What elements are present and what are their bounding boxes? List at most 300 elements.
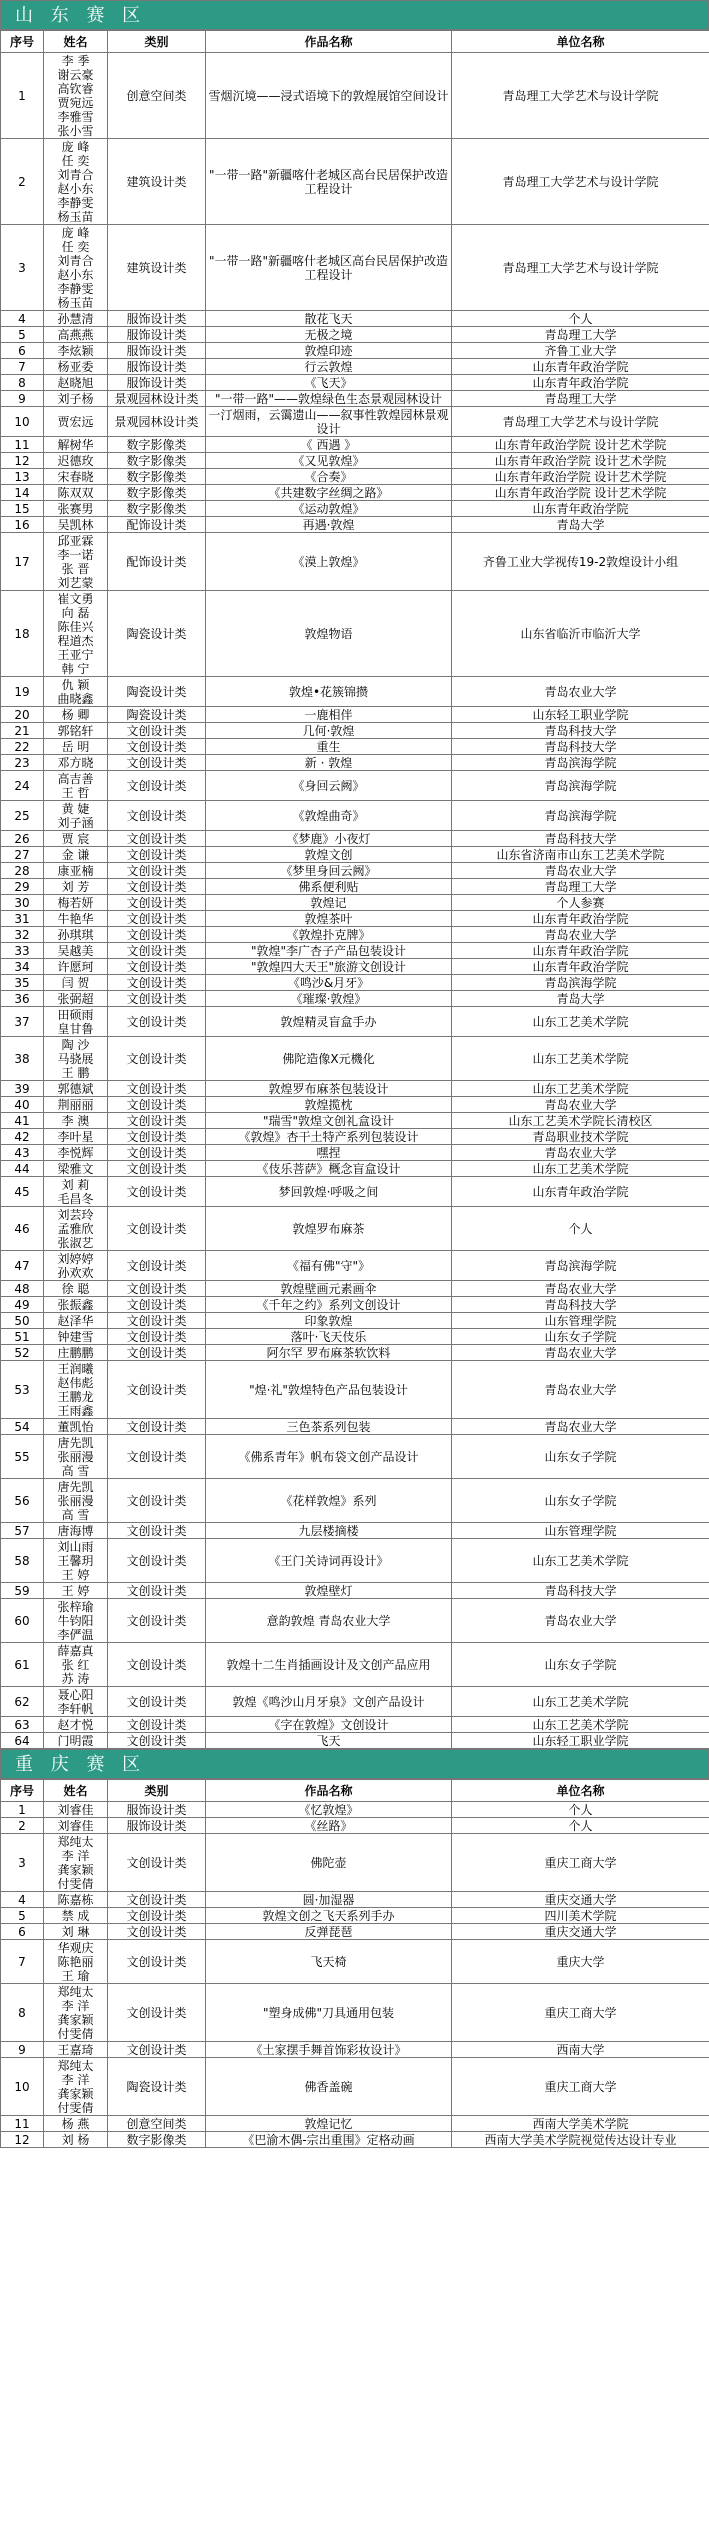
cell-name: 金 谦 xyxy=(44,847,108,863)
cell-name: 刘 莉 毛昌冬 xyxy=(44,1177,108,1207)
cell-institution: 重庆工商大学 xyxy=(452,1834,709,1892)
cell-index: 32 xyxy=(1,927,44,943)
cell-category: 文创设计类 xyxy=(108,975,206,991)
shandong-section-header: 山 东 赛 区 xyxy=(0,0,709,30)
cell-index: 54 xyxy=(1,1419,44,1435)
cell-category: 文创设计类 xyxy=(108,895,206,911)
cell-category: 文创设计类 xyxy=(108,1940,206,1984)
cell-institution: 重庆工商大学 xyxy=(452,2058,709,2116)
cell-index: 28 xyxy=(1,863,44,879)
cell-name: 陈嘉栋 xyxy=(44,1892,108,1908)
cell-work-title: 敦煌《鸣沙山月牙泉》文创产品设计 xyxy=(206,1687,452,1717)
table-row xyxy=(1,801,709,831)
cell-name: 郑纯太 李 洋 龚家颖 付雯倩 xyxy=(44,2058,108,2116)
cell-work-title: 敦煌文创之飞天系列手办 xyxy=(206,1908,452,1924)
cell-work-title: 敦煌茶叶 xyxy=(206,911,452,927)
cell-work-title: "瑞雪"敦煌文创礼盒设计 xyxy=(206,1113,452,1129)
cell-institution: 青岛农业大学 xyxy=(452,927,709,943)
cell-institution: 青岛农业大学 xyxy=(452,1281,709,1297)
cell-category: 数字影像类 xyxy=(108,501,206,517)
cell-category: 文创设计类 xyxy=(108,1643,206,1687)
cell-category: 文创设计类 xyxy=(108,1924,206,1940)
table-row xyxy=(1,1687,709,1717)
cell-index: 23 xyxy=(1,755,44,771)
cell-name: 陈双双 xyxy=(44,485,108,501)
cell-category: 文创设计类 xyxy=(108,801,206,831)
cell-institution: 山东女子学院 xyxy=(452,1435,709,1479)
cell-index: 61 xyxy=(1,1643,44,1687)
cell-category: 服饰设计类 xyxy=(108,311,206,327)
cell-name: 郑纯太 李 洋 龚家颖 付雯倩 xyxy=(44,1834,108,1892)
cell-name: 薛嘉真 张 红 苏 涛 xyxy=(44,1643,108,1687)
cell-index: 29 xyxy=(1,879,44,895)
cell-institution: 个人 xyxy=(452,1207,709,1251)
cell-name: 华观庆 陈艳丽 王 瑜 xyxy=(44,1940,108,1984)
cell-name: 仇 颖 曲晓鑫 xyxy=(44,677,108,707)
cell-index: 34 xyxy=(1,959,44,975)
cell-category: 文创设计类 xyxy=(108,1007,206,1037)
cell-category: 数字影像类 xyxy=(108,469,206,485)
cell-index: 56 xyxy=(1,1479,44,1523)
cell-category: 服饰设计类 xyxy=(108,327,206,343)
cell-institution: 青岛农业大学 xyxy=(452,1345,709,1361)
cell-category: 服饰设计类 xyxy=(108,343,206,359)
table-row xyxy=(1,327,709,343)
cell-name: 高燕燕 xyxy=(44,327,108,343)
cell-name: 孙琪琪 xyxy=(44,927,108,943)
cell-work-title: 一汀烟雨，云霭遗山——叙事性敦煌园林景观设计 xyxy=(206,407,452,437)
cell-name: 聂心阳 李轩帆 xyxy=(44,1687,108,1717)
cell-name: 李 澳 xyxy=(44,1113,108,1129)
cell-work-title: 《漠上敦煌》 xyxy=(206,533,452,591)
column-header-name: 姓名 xyxy=(44,1780,108,1802)
cell-category: 文创设计类 xyxy=(108,1177,206,1207)
table-row xyxy=(1,1345,709,1361)
cell-name: 田硕雨 皇甘鲁 xyxy=(44,1007,108,1037)
cell-index: 48 xyxy=(1,1281,44,1297)
cell-work-title: 敦煌文创 xyxy=(206,847,452,863)
cell-category: 建筑设计类 xyxy=(108,225,206,311)
cell-category: 文创设计类 xyxy=(108,1984,206,2042)
table-row xyxy=(1,847,709,863)
cell-category: 文创设计类 xyxy=(108,1892,206,1908)
cell-index: 12 xyxy=(1,2132,44,2148)
cell-index: 53 xyxy=(1,1361,44,1419)
cell-work-title: 再遇·敦煌 xyxy=(206,517,452,533)
cell-index: 36 xyxy=(1,991,44,1007)
cell-category: 文创设计类 xyxy=(108,1479,206,1523)
cell-institution: 山东工艺美术学院 xyxy=(452,1161,709,1177)
cell-work-title: 重生 xyxy=(206,739,452,755)
table-row xyxy=(1,1908,709,1924)
cell-category: 陶瓷设计类 xyxy=(108,2058,206,2116)
cell-institution: 青岛理工大学 xyxy=(452,391,709,407)
cell-category: 文创设计类 xyxy=(108,1419,206,1435)
table-row xyxy=(1,225,709,311)
cell-institution: 青岛农业大学 xyxy=(452,1361,709,1419)
cell-name: 李炫颖 xyxy=(44,343,108,359)
cell-category: 文创设计类 xyxy=(108,2042,206,2058)
cell-institution: 青岛理工大学艺术与设计学院 xyxy=(452,139,709,225)
table-row xyxy=(1,1297,709,1313)
cell-name: 张赛男 xyxy=(44,501,108,517)
table-row xyxy=(1,831,709,847)
cell-institution: 青岛滨海学院 xyxy=(452,771,709,801)
cell-index: 12 xyxy=(1,453,44,469)
table-row xyxy=(1,437,709,453)
cell-category: 服饰设计类 xyxy=(108,359,206,375)
table-row xyxy=(1,1161,709,1177)
cell-index: 7 xyxy=(1,1940,44,1984)
cell-index: 30 xyxy=(1,895,44,911)
cell-name: 刘子杨 xyxy=(44,391,108,407)
cell-category: 文创设计类 xyxy=(108,723,206,739)
table-row xyxy=(1,485,709,501)
cell-work-title: 《合奏》 xyxy=(206,469,452,485)
cell-index: 50 xyxy=(1,1313,44,1329)
table-row xyxy=(1,469,709,485)
cell-name: 郭铭轩 xyxy=(44,723,108,739)
cell-work-title: 意韵敦煌 青岛农业大学 xyxy=(206,1599,452,1643)
cell-name: 邱亚霖 李一诺 张 晋 刘艺蒙 xyxy=(44,533,108,591)
cell-category: 文创设计类 xyxy=(108,1281,206,1297)
table-row xyxy=(1,1113,709,1129)
cell-institution: 青岛科技大学 xyxy=(452,739,709,755)
table-row xyxy=(1,517,709,533)
cell-institution: 山东轻工职业学院 xyxy=(452,707,709,723)
cell-institution: 西南大学美术学院视觉传达设计专业 xyxy=(452,2132,709,2148)
table-row xyxy=(1,975,709,991)
cell-category: 文创设计类 xyxy=(108,755,206,771)
cell-index: 35 xyxy=(1,975,44,991)
cell-category: 数字影像类 xyxy=(108,453,206,469)
cell-institution: 重庆交通大学 xyxy=(452,1892,709,1908)
cell-name: 牛艳华 xyxy=(44,911,108,927)
cell-institution: 山东青年政治学院 设计艺术学院 xyxy=(452,437,709,453)
table-row xyxy=(1,1313,709,1329)
cell-category: 文创设计类 xyxy=(108,943,206,959)
cell-index: 52 xyxy=(1,1345,44,1361)
cell-index: 41 xyxy=(1,1113,44,1129)
cell-index: 21 xyxy=(1,723,44,739)
cell-name: 郭德斌 xyxy=(44,1081,108,1097)
table-row xyxy=(1,359,709,375)
cell-category: 陶瓷设计类 xyxy=(108,591,206,677)
cell-index: 37 xyxy=(1,1007,44,1037)
table-row xyxy=(1,1940,709,1984)
table-row xyxy=(1,1129,709,1145)
table-row xyxy=(1,895,709,911)
cell-name: 刘山雨 王馨玥 王 婷 xyxy=(44,1539,108,1583)
cell-name: 闫 贺 xyxy=(44,975,108,991)
cell-work-title: 敦煌物语 xyxy=(206,591,452,677)
cell-category: 文创设计类 xyxy=(108,927,206,943)
cell-index: 55 xyxy=(1,1435,44,1479)
cell-category: 服饰设计类 xyxy=(108,1818,206,1834)
cell-name: 陶 沙 马骁展 王 鹏 xyxy=(44,1037,108,1081)
cell-work-title: 梦回敦煌·呼吸之间 xyxy=(206,1177,452,1207)
table-row xyxy=(1,1435,709,1479)
cell-category: 文创设计类 xyxy=(108,1129,206,1145)
cell-name: 梅若妍 xyxy=(44,895,108,911)
cell-index: 60 xyxy=(1,1599,44,1643)
cell-index: 9 xyxy=(1,2042,44,2058)
cell-index: 24 xyxy=(1,771,44,801)
cell-category: 文创设计类 xyxy=(108,1539,206,1583)
cell-work-title: 敦煌揽枕 xyxy=(206,1097,452,1113)
cell-index: 57 xyxy=(1,1523,44,1539)
cell-index: 16 xyxy=(1,517,44,533)
table-row xyxy=(1,771,709,801)
cell-work-title: 反弹琵琶 xyxy=(206,1924,452,1940)
cell-category: 文创设计类 xyxy=(108,739,206,755)
table-row xyxy=(1,2058,709,2116)
cell-institution: 重庆工商大学 xyxy=(452,1984,709,2042)
cell-category: 创意空间类 xyxy=(108,2116,206,2132)
cell-work-title: "敦煌四大天王"旅游文创设计 xyxy=(206,959,452,975)
table-row xyxy=(1,1834,709,1892)
cell-name: 李叶星 xyxy=(44,1129,108,1145)
cell-name: 王嘉琦 xyxy=(44,2042,108,2058)
cell-work-title: 《敦煌曲奇》 xyxy=(206,801,452,831)
cell-name: 黄 婕 刘子涵 xyxy=(44,801,108,831)
cell-work-title: 嘿捏 xyxy=(206,1145,452,1161)
cell-name: 崔文勇 向 磊 陈佳兴 程道杰 王亚宁 韩 宁 xyxy=(44,591,108,677)
cell-category: 景观园林设计类 xyxy=(108,391,206,407)
cell-index: 9 xyxy=(1,391,44,407)
cell-work-title: 《飞天》 xyxy=(206,375,452,391)
cell-institution: 山东轻工职业学院 xyxy=(452,1733,709,1749)
cell-institution: 青岛滨海学院 xyxy=(452,801,709,831)
table-row xyxy=(1,375,709,391)
cell-institution: 青岛理工大学艺术与设计学院 xyxy=(452,225,709,311)
cell-index: 17 xyxy=(1,533,44,591)
cell-index: 5 xyxy=(1,1908,44,1924)
cell-name: 迟德玫 xyxy=(44,453,108,469)
cell-category: 文创设计类 xyxy=(108,991,206,1007)
cell-work-title: "敦煌"李广杏子产品包装设计 xyxy=(206,943,452,959)
table-row xyxy=(1,1733,709,1749)
cell-index: 5 xyxy=(1,327,44,343)
table-row xyxy=(1,1329,709,1345)
table-row xyxy=(1,53,709,139)
cell-index: 63 xyxy=(1,1717,44,1733)
cell-work-title: 《运动敦煌》 xyxy=(206,501,452,517)
cell-work-title: 《身回云阙》 xyxy=(206,771,452,801)
cell-work-title: 敦煌印迹 xyxy=(206,343,452,359)
cell-category: 文创设计类 xyxy=(108,1583,206,1599)
cell-category: 文创设计类 xyxy=(108,847,206,863)
cell-index: 46 xyxy=(1,1207,44,1251)
cell-work-title: "塑身成佛"刀具通用包装 xyxy=(206,1984,452,2042)
cell-institution: 青岛农业大学 xyxy=(452,1599,709,1643)
cell-name: 赵晓旭 xyxy=(44,375,108,391)
cell-index: 47 xyxy=(1,1251,44,1281)
cell-index: 39 xyxy=(1,1081,44,1097)
cell-institution: 青岛科技大学 xyxy=(452,1583,709,1599)
table-row xyxy=(1,591,709,677)
cell-name: 王 婷 xyxy=(44,1583,108,1599)
table-row xyxy=(1,1643,709,1687)
cell-work-title: 行云敦煌 xyxy=(206,359,452,375)
cell-institution: 山东青年政治学院 xyxy=(452,359,709,375)
cell-institution: 西南大学美术学院 xyxy=(452,2116,709,2132)
cell-institution: 山东青年政治学院 设计艺术学院 xyxy=(452,469,709,485)
cell-category: 文创设计类 xyxy=(108,1523,206,1539)
cell-institution: 青岛滨海学院 xyxy=(452,755,709,771)
cell-index: 13 xyxy=(1,469,44,485)
cell-category: 文创设计类 xyxy=(108,1113,206,1129)
table-row xyxy=(1,927,709,943)
cell-work-title: 《千年之约》系列文创设计 xyxy=(206,1297,452,1313)
cell-institution: 西南大学 xyxy=(452,2042,709,2058)
cell-institution: 山东青年政治学院 xyxy=(452,911,709,927)
cell-institution: 山东青年政治学院 xyxy=(452,501,709,517)
cell-work-title: 三色茶系列包装 xyxy=(206,1419,452,1435)
cell-name: 董凯怡 xyxy=(44,1419,108,1435)
cell-name: 庞 峰 任 奕 刘青合 赵小东 李静雯 杨玉苗 xyxy=(44,139,108,225)
cell-work-title: 《伎乐菩萨》概念盲盒设计 xyxy=(206,1161,452,1177)
table-row xyxy=(1,391,709,407)
cell-work-title: 飞天 xyxy=(206,1733,452,1749)
cell-category: 文创设计类 xyxy=(108,1908,206,1924)
table-row xyxy=(1,1583,709,1599)
table-row xyxy=(1,1207,709,1251)
table-row xyxy=(1,1802,709,1818)
cell-index: 14 xyxy=(1,485,44,501)
cell-index: 43 xyxy=(1,1145,44,1161)
cell-work-title: 《字在敦煌》文创设计 xyxy=(206,1717,452,1733)
cell-index: 26 xyxy=(1,831,44,847)
table-row xyxy=(1,2042,709,2058)
cell-institution: 山东女子学院 xyxy=(452,1329,709,1345)
table-row xyxy=(1,2116,709,2132)
cell-institution: 个人 xyxy=(452,1802,709,1818)
table-row xyxy=(1,1419,709,1435)
cell-work-title: 散花飞天 xyxy=(206,311,452,327)
cell-institution: 个人参赛 xyxy=(452,895,709,911)
cell-name: 荆丽丽 xyxy=(44,1097,108,1113)
cell-institution: 齐鲁工业大学视传19-2敦煌设计小组 xyxy=(452,533,709,591)
cell-category: 文创设计类 xyxy=(108,1345,206,1361)
cell-index: 1 xyxy=(1,1802,44,1818)
cell-index: 62 xyxy=(1,1687,44,1717)
cell-work-title: 阿尔罕 罗布麻茶软饮料 xyxy=(206,1345,452,1361)
cell-name: 刘芸玲 孟雅欣 张淑艺 xyxy=(44,1207,108,1251)
cell-institution: 青岛理工大学艺术与设计学院 xyxy=(452,407,709,437)
table-row xyxy=(1,1599,709,1643)
cell-index: 59 xyxy=(1,1583,44,1599)
cell-index: 58 xyxy=(1,1539,44,1583)
cell-category: 景观园林设计类 xyxy=(108,407,206,437)
cell-index: 45 xyxy=(1,1177,44,1207)
cell-work-title: 《共建数字丝绸之路》 xyxy=(206,485,452,501)
cell-category: 文创设计类 xyxy=(108,1599,206,1643)
cell-category: 文创设计类 xyxy=(108,1687,206,1717)
cell-index: 2 xyxy=(1,1818,44,1834)
table-row xyxy=(1,501,709,517)
cell-institution: 青岛职业技术学院 xyxy=(452,1129,709,1145)
cell-index: 3 xyxy=(1,1834,44,1892)
cell-name: 庄鹏鹏 xyxy=(44,1345,108,1361)
cell-institution: 青岛科技大学 xyxy=(452,1297,709,1313)
cell-category: 文创设计类 xyxy=(108,1037,206,1081)
table-row xyxy=(1,911,709,927)
table-header-row xyxy=(1,31,709,53)
cell-institution: 四川美术学院 xyxy=(452,1908,709,1924)
cell-work-title: 《鸣沙&月牙》 xyxy=(206,975,452,991)
table-row xyxy=(1,1177,709,1207)
cell-category: 文创设计类 xyxy=(108,1161,206,1177)
cell-category: 配饰设计类 xyxy=(108,533,206,591)
cell-work-title: 敦煌精灵盲盒手办 xyxy=(206,1007,452,1037)
cell-work-title: 一鹿相伴 xyxy=(206,707,452,723)
cell-institution: 齐鲁工业大学 xyxy=(452,343,709,359)
cell-name: 孙慧清 xyxy=(44,311,108,327)
cell-institution: 重庆大学 xyxy=(452,1940,709,1984)
chongqing-section-header: 重 庆 赛 区 xyxy=(0,1749,709,1779)
cell-work-title: 《敦煌扑克牌》 xyxy=(206,927,452,943)
table-row xyxy=(1,139,709,225)
cell-category: 文创设计类 xyxy=(108,1834,206,1892)
cell-institution: 青岛农业大学 xyxy=(452,1419,709,1435)
table-row xyxy=(1,2132,709,2148)
table-row xyxy=(1,1924,709,1940)
cell-index: 31 xyxy=(1,911,44,927)
column-header-name: 姓名 xyxy=(44,31,108,53)
cell-work-title: 《 西遇 》 xyxy=(206,437,452,453)
table-row xyxy=(1,879,709,895)
cell-category: 文创设计类 xyxy=(108,959,206,975)
cell-work-title: "一带一路"——敦煌绿色生态景观园林设计 xyxy=(206,391,452,407)
cell-category: 文创设计类 xyxy=(108,1081,206,1097)
cell-category: 文创设计类 xyxy=(108,1313,206,1329)
cell-name: 徐 聪 xyxy=(44,1281,108,1297)
table-row xyxy=(1,707,709,723)
cell-work-title: 敦煌罗布麻茶包装设计 xyxy=(206,1081,452,1097)
column-header-index: 序号 xyxy=(1,1780,44,1802)
cell-name: 张梓瑜 牛钧阳 李俨温 xyxy=(44,1599,108,1643)
cell-institution: 个人 xyxy=(452,1818,709,1834)
cell-work-title: 佛陀造像X元機化 xyxy=(206,1037,452,1081)
cell-work-title: 落叶·飞天伎乐 xyxy=(206,1329,452,1345)
cell-institution: 山东工艺美术学院 xyxy=(452,1717,709,1733)
cell-category: 文创设计类 xyxy=(108,879,206,895)
column-header-institution: 单位名称 xyxy=(452,1780,709,1802)
table-header-row xyxy=(1,1780,709,1802)
cell-work-title: 敦煌壁灯 xyxy=(206,1583,452,1599)
cell-index: 49 xyxy=(1,1297,44,1313)
cell-work-title: 《花样敦煌》系列 xyxy=(206,1479,452,1523)
cell-work-title: 敦煌记忆 xyxy=(206,2116,452,2132)
cell-name: 门明霞 xyxy=(44,1733,108,1749)
cell-index: 8 xyxy=(1,1984,44,2042)
cell-work-title: 敦煌罗布麻茶 xyxy=(206,1207,452,1251)
cell-name: 高吉善 王 哲 xyxy=(44,771,108,801)
cell-institution: 山东青年政治学院 xyxy=(452,943,709,959)
table-row xyxy=(1,343,709,359)
cell-institution: 山东青年政治学院 xyxy=(452,959,709,975)
cell-index: 22 xyxy=(1,739,44,755)
cell-institution: 山东省临沂市临沂大学 xyxy=(452,591,709,677)
table-row xyxy=(1,1479,709,1523)
cell-institution: 青岛农业大学 xyxy=(452,1097,709,1113)
cell-institution: 青岛理工大学 xyxy=(452,879,709,895)
cell-index: 19 xyxy=(1,677,44,707)
cell-work-title: 《又见敦煌》 xyxy=(206,453,452,469)
cell-category: 建筑设计类 xyxy=(108,139,206,225)
cell-name: 唐先凯 张丽漫 高 雪 xyxy=(44,1435,108,1479)
